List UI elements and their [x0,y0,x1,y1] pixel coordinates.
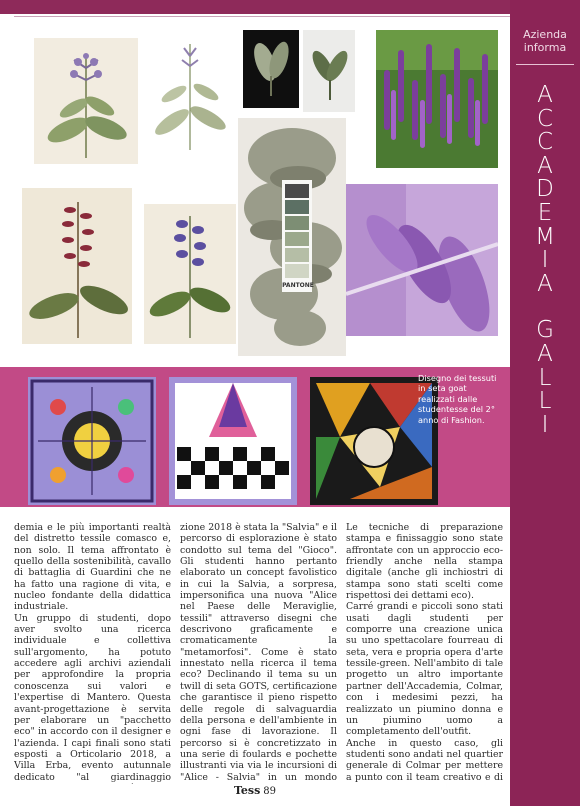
text-column-2 [180,522,337,784]
sage-sketch-image [142,30,238,166]
title-letter: L [538,364,552,391]
red-salvia-plate-image [22,188,132,344]
scarf-design-1-image [28,377,156,505]
section-sidebar [510,0,580,806]
title-letter: A [537,340,553,367]
paragraph: Carré grandi e piccoli sono stati usati dagli studenti per comporre una creazione unica su uno spettacolare fourreau di seta, vera e propria opera d'arte tessile-green. Nell'ambito di tale progetto un altro importante partner dell'Accademia, Colmar, con i medesimi pezzi, ha realizzato un piumino donna e un piumino uomo a completamento dell'outfit. [346,601,503,738]
title-letter: I [541,247,549,274]
title-letter: A [537,82,553,108]
sage-bundle-pantone-image [238,118,346,356]
title-letter: G [536,317,554,344]
paragraph: zione 2018 è stata la "Salvia" e il percorso di esplorazione è stato condotto sul tema del "Gioco". Gli studenti hanno pertanto elaborato un concept favolistico in cui la Salvia, a sorpresa, impersonifica una nuova "Alice nel Paese delle Meraviglie, tessili" attraverso disegni che descrivono graficamente e cromaticamente la "metamorfosi". Come è stato innestato nella ricerca il tema eco? Declinando il tema su un twill di seta GOTS, certificazione che garantisce il pieno rispetto delle regole di salvaguardia della persona e dell'ambiente in ogni fase di lavorazione. Il percorso si è concretizzato in una serie di foulards e pochette illustranti via via le incursioni di "Alice - Salvia" in un mondo [180,522,337,783]
sidebar-rule [516,64,574,65]
section-label-line1: Azienda [523,28,567,41]
title-letter: D [536,176,554,203]
paragraph: demia e le più importanti realtà del distretto tessile comasco e, non solo. Il tema affrontato è quello della sostenibilità, cavallo di battaglia di Guardini che ne ha fatto una ragione di vita, e nucleo fondante della didattica industriale. [14,522,171,613]
title-letter: A [537,152,553,179]
top-color-bar [0,0,510,14]
title-letter: C [536,105,554,132]
paragraph: Le tecniche di preparazione stampa e finissaggio sono state affrontate con un approccio eco-friendly anche nella stampa digitale (anche gli inchiostri di stampa sono stati scelti come rispettosi dei dettami eco). [346,522,503,602]
botanical-plate-image [34,38,138,164]
vertical-title [510,84,580,437]
paragraph: Anche in questo caso, gli studenti sono andati nel quartier generale di Colmar per mettere a punto con il team creativo e di [346,737,503,783]
lavender-closeup-image [346,184,498,336]
artwork-caption: Disegno dei tessuti in seta goat realizzati dalle studentesse del 2° anno di Fashion. [418,373,497,425]
title-letter: C [536,129,554,156]
section-label [510,28,580,54]
text-column-1 [14,522,171,784]
magazine-name: Tess [233,784,261,797]
sage-leaf-black-image [243,30,299,108]
sage-leaf-white-image [303,30,355,112]
page-number: 89 [263,786,277,797]
page-footer [0,784,510,797]
title-letter: E [537,199,553,226]
purple-salvia-plate-image [144,204,236,344]
top-rule [14,16,510,17]
lavender-field-image [376,30,498,168]
article-body [0,522,510,782]
text-column-3 [346,522,503,784]
title-letter: M [535,223,555,250]
artwork-band [0,367,510,507]
title-letter: A [537,270,553,297]
title-letter: L [538,388,552,415]
section-label-line2: informa [523,41,567,54]
paragraph: Un gruppo di studenti, dopo aver svolto una ricerca individuale e collettiva sull'argomento, ha potuto accedere agli archivi aziendali per approfondire la propria conoscenza sui valori e l'expertise di Mantero. Questa avant-progettazione è servita per elaborare un "pacchetto eco" in accordo con il designer e l'azienda. I capi finali sono stati esposti a Orticolario 2018, a Villa Erba, evento autunnale dedicato "al giardinaggio [14,612,171,783]
title-letter: I [541,411,549,438]
pantone-label: PANTONE [282,282,314,289]
scarf-design-2-image [169,377,297,505]
